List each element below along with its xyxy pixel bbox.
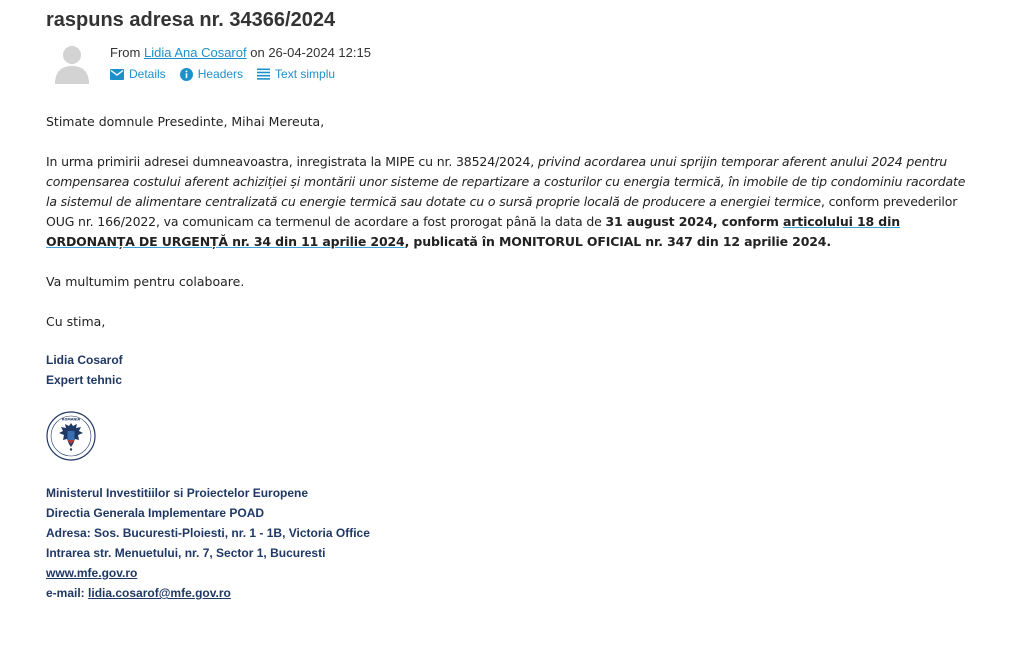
envelope-icon [110, 69, 124, 80]
org-line: Intrarea str. Menuetului, nr. 7, Sector 1, Bucuresti [46, 546, 326, 560]
text-simplu-button[interactable] [257, 67, 335, 81]
signature-name: Lidia Cosarof [46, 353, 123, 367]
avatar-icon [53, 44, 91, 84]
info-icon [180, 68, 193, 81]
details-button[interactable] [110, 67, 166, 81]
headers-label: Headers [197, 67, 244, 81]
org-line: Ministerul Investitiilor si Proiectelor Europene [46, 486, 309, 500]
message-actions [110, 67, 335, 81]
sender-link[interactable]: Lidia Ana Cosarof [143, 45, 247, 60]
message-date: 26-04-2024 12:15 [268, 45, 371, 60]
paragraph-text: In urma primirii adresei dumneavoastra, inregistrata la MIPE cu nr. 38524/2024, [46, 154, 538, 169]
org-line: Adresa: Sos. Bucuresti-Ploiesti, nr. 1 - 1B, Victoria Office [46, 526, 370, 540]
deadline-text: 31 august 2024, conform [605, 214, 783, 229]
details-label: Details [129, 67, 166, 81]
email-label: e-mail: [46, 586, 85, 600]
publication-text: , publicată în MONITORUL OFICIAL nr. 347 din 12 aprilie 2024. [404, 234, 831, 249]
organization-block [46, 483, 370, 603]
law-article-link[interactable]: articolului 18 din ORDONANȚA DE URGENȚĂ nr. 34 din 11 aprilie 2024 [46, 214, 900, 249]
email-line [46, 583, 370, 603]
message-body [46, 112, 976, 332]
from-prefix: From [110, 45, 141, 60]
date-prefix: on [250, 45, 265, 60]
thanks-line: Va multumim pentru colaboare. [46, 274, 245, 289]
from-line [110, 45, 371, 60]
regards-line: Cu stima, [46, 314, 106, 329]
greeting: Stimate domnule Presedinte, Mihai Mereuta, [46, 114, 325, 129]
org-line: Directia Generala Implementare POAD [46, 506, 265, 520]
romania-coat-of-arms-logo [46, 411, 96, 461]
text-simplu-label: Text simplu [275, 67, 336, 81]
list-icon [257, 68, 270, 80]
paragraph-text-2: , conform prevederilor OUG nr. 166/2022, va comunicam ca termenul de acordare a fost prorogat până la data de [46, 194, 958, 229]
logo-text: ROMANIA [61, 417, 81, 422]
email-link[interactable]: lidia.cosarof@mfe.gov.ro [88, 586, 231, 600]
signature-role: Expert tehnic [46, 373, 123, 387]
paragraph-italic-text: privind acordarea unui sprijin temporar aferent anului 2024 pentru compensarea costului aferent achiziției și montării unor sisteme de repartizare a costurilor cu energia termică, în imobile de tip condominiu racordate la sistemul de alimentare centralizată cu energie termică sau dotate cu o sursă proprie locală de producere a energiei termice [46, 154, 966, 209]
website-line [46, 563, 370, 583]
message-subject: raspuns adresa nr. 34366/2024 [46, 9, 336, 31]
main-paragraph [46, 152, 976, 252]
headers-button[interactable] [180, 67, 243, 81]
website-link[interactable]: www.mfe.gov.ro [46, 566, 138, 580]
